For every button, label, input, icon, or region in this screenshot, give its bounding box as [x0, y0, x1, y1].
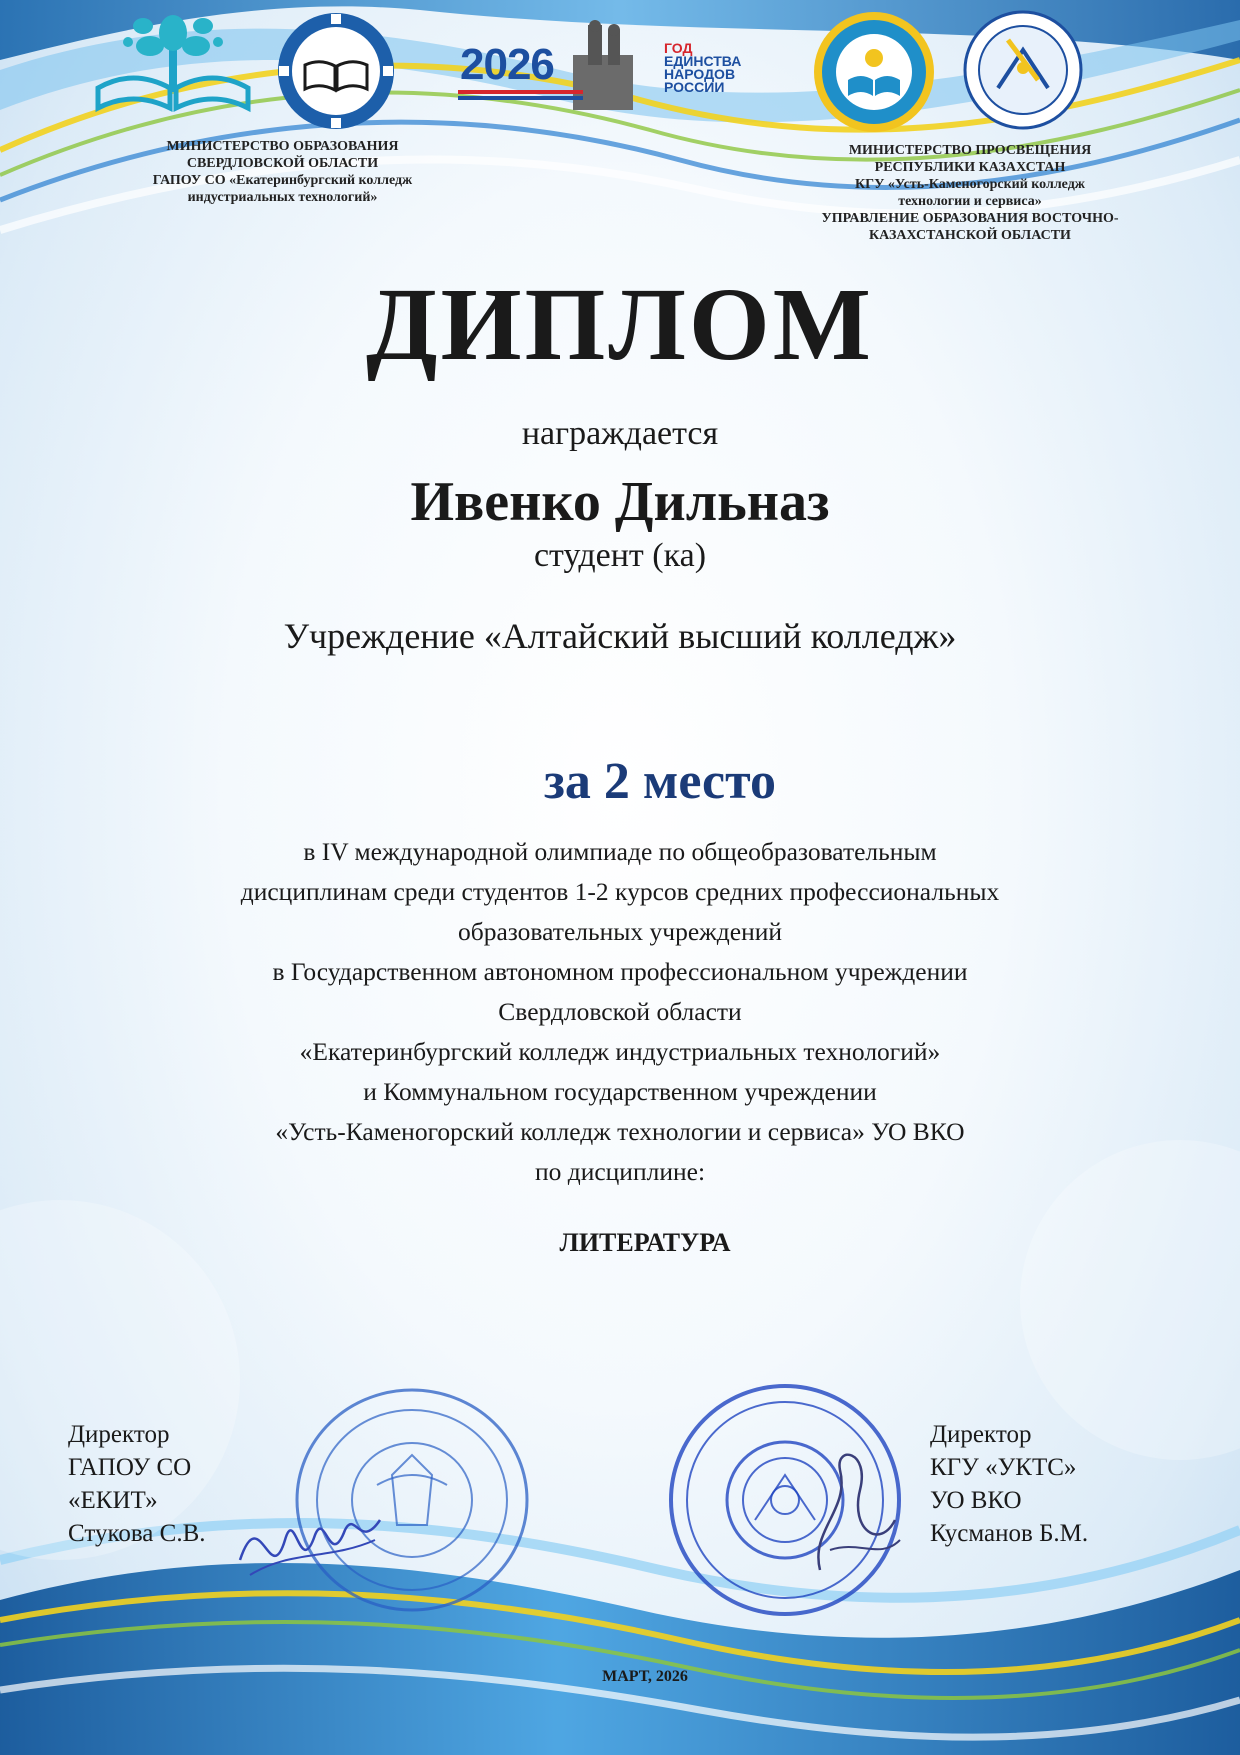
header-right-line: РЕСПУБЛИКИ КАЗАХСТАН	[874, 160, 1066, 175]
left-signatory	[68, 1418, 206, 1550]
header-left-line: индустриальных технологий»	[187, 190, 378, 205]
recipient-role: студент (ка)	[533, 537, 707, 574]
diploma-title: ДИПЛОМ	[366, 267, 874, 382]
recipient-name: Ивенко Дильназ	[410, 471, 830, 533]
header-right-line: КГУ «Усть-Каменогорский колледж	[855, 177, 1085, 192]
year-logo-line: ЕДИНСТВА	[664, 53, 742, 69]
year-logo-line: НАРОДОВ	[664, 66, 736, 82]
description-line: «Усть-Каменогорский колледж технологии и сервиса» УО ВКО	[275, 1117, 965, 1146]
header-left-line: СВЕРДЛОВСКОЙ ОБЛАСТИ	[186, 156, 379, 171]
signatory-line: Стукова С.В.	[68, 1520, 206, 1547]
header-right	[770, 142, 1170, 244]
header-right-line: технологии и сервиса»	[898, 194, 1042, 209]
year-logo-year: 2026	[460, 40, 554, 89]
gear-book-logo	[275, 10, 397, 132]
signatory-line: КГУ «УКТС»	[930, 1454, 1077, 1481]
description-line: в IV международной олимпиаде по общеобразовательным	[303, 837, 937, 866]
description-line: образовательных учреждений	[457, 917, 783, 946]
signatory-line: УО ВКО	[930, 1487, 1022, 1514]
header-right-line: КАЗАХСТАНСКОЙ ОБЛАСТИ	[869, 228, 1071, 243]
year-of-unity-logo	[458, 20, 768, 110]
signatory-line: Кусманов Б.М.	[930, 1520, 1089, 1547]
description-line: в Государственном автономном профессиональном учреждении	[272, 957, 968, 986]
year-logo-line: ГОД	[664, 40, 693, 56]
header-left-line: МИНИСТЕРСТВО ОБРАЗОВАНИЯ	[166, 139, 399, 154]
description-line: и Коммунальном государственном учреждении	[363, 1077, 877, 1106]
description-line: Свердловской области	[498, 997, 742, 1026]
awarded-label: награждается	[521, 415, 719, 452]
signatory-line: Директор	[68, 1421, 170, 1448]
signatory-line: Директор	[930, 1421, 1032, 1448]
description-line: дисциплинам среди студентов 1-2 курсов средних профессиональных	[240, 877, 1000, 906]
header-left	[100, 138, 465, 206]
right-signatory	[930, 1418, 1088, 1550]
year-logo-caption	[664, 42, 741, 94]
description-line: по дисциплине:	[534, 1157, 706, 1186]
left-signature-icon	[230, 1480, 390, 1600]
award-place: за 2 место	[544, 753, 776, 810]
discipline-subject: ЛИТЕРАТУРА	[559, 1228, 731, 1257]
right-signature-icon	[800, 1430, 910, 1590]
header-right-line: УПРАВЛЕНИЕ ОБРАЗОВАНИЯ ВОСТОЧНО-	[821, 211, 1119, 226]
college-emblem	[963, 10, 1083, 130]
header-left-line: ГАПОУ СО «Екатеринбургский колледж	[152, 173, 413, 188]
tree-book-logo	[88, 8, 258, 118]
kz-ministry-emblem	[812, 10, 936, 134]
header-right-line: МИНИСТЕРСТВО ПРОСВЕЩЕНИЯ	[848, 143, 1092, 158]
year-logo-line: РОССИИ	[664, 79, 725, 95]
signatory-line: ГАПОУ СО	[68, 1454, 192, 1481]
recipient-institution: Учреждение «Алтайский высший колледж»	[283, 616, 957, 656]
signatory-line: «ЕКИТ»	[68, 1487, 158, 1514]
issue-date: МАРТ, 2026	[602, 1668, 688, 1685]
description-line: «Екатеринбургский колледж индустриальных технологий»	[299, 1037, 941, 1066]
award-description	[160, 832, 1080, 1192]
